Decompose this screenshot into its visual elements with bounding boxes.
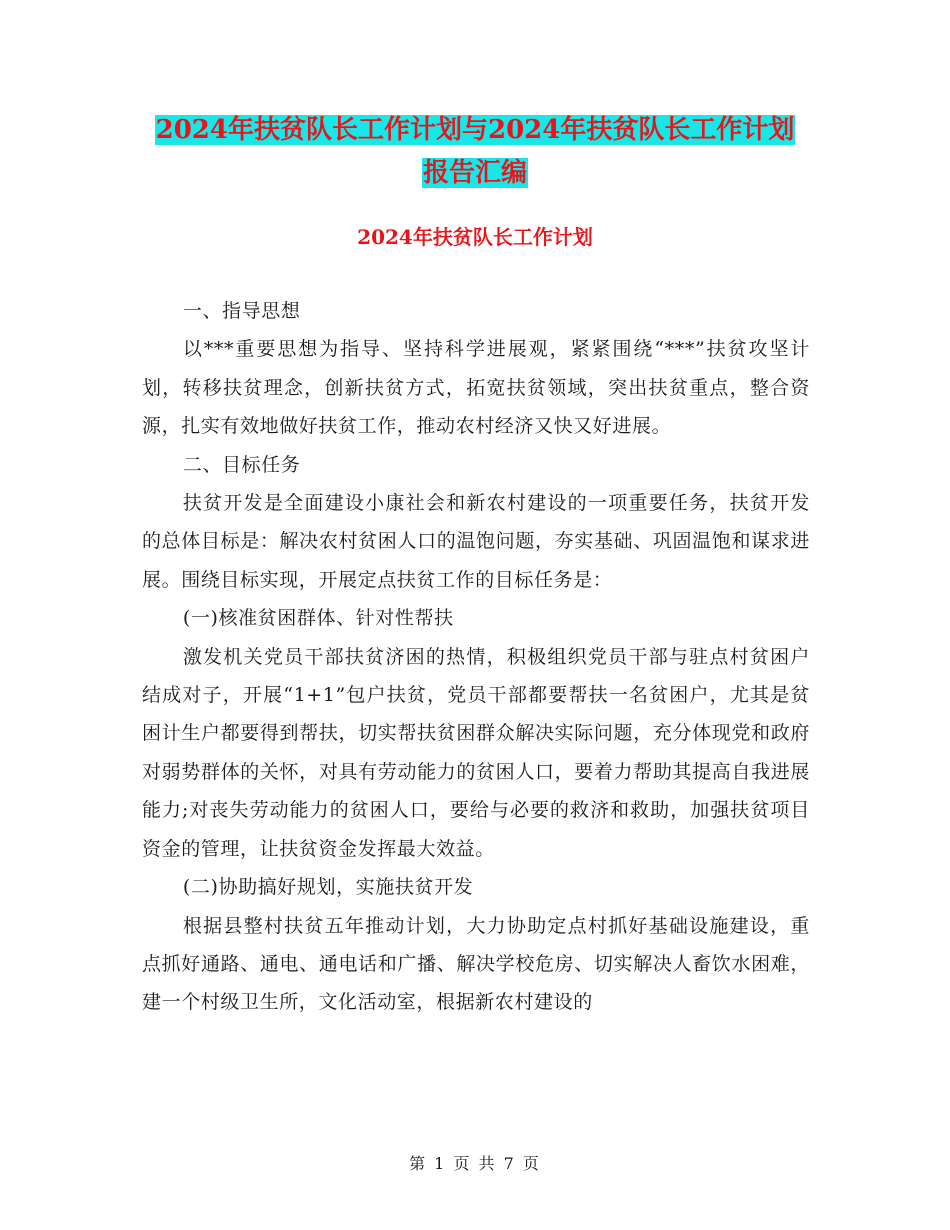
paragraph-subsection-1: 激发机关党员干部扶贫济困的热情，积极组织党员干部与驻点村贫困户结成对子，开展“1+1”包户扶贫，党员干部都要帮扶一名贫困户，尤其是贫困计生户都要得到帮扶，切实帮扶贫困群众解决实际问题，充分体现党和政府对弱势群体的关怀，对具有劳动能力的贫困人口，要着力帮助其提高自我进展能力;对丧失劳动能力的贫困人口，要给与必要的救济和救助，加强扶贫项目资金的管理，让扶贫资金发挥最大效益。 [142,645,810,860]
document-title-line-1 [0,110,950,150]
paragraph-goals-tasks: 扶贫开发是全面建设小康社会和新农村建设的一项重要任务，扶贫开发的总体目标是：解决农村贫困人口的温饱问题，夯实基础、巩固温饱和谋求进展。围绕目标实现，开展定点扶贫工作的目标任务是： [142,492,810,591]
heading-subsection-1: (一)核准贫困群体、针对性帮扶 [182,607,454,630]
title-highlight: 报告汇编 [422,158,527,188]
section-title: 2024年扶贫队长工作计划 [357,225,593,249]
paragraph-subsection-2: 根据县整村扶贫五年推动计划，大力协助定点村抓好基础设施建设，重点抓好通路、通电、通电话和广播、解决学校危房、切实解决人畜饮水困难，建一个村级卫生所，文化活动室，根据新农村建设的 [142,914,810,1014]
document-body [142,292,810,1022]
page-footer: 第 1 页 共 7 页 [409,1154,541,1173]
heading-guiding-ideology: 一、指导思想 [182,300,301,322]
heading-subsection-2: (二)协助搞好规划，实施扶贫开发 [182,876,474,899]
heading-goals-tasks: 二、目标任务 [182,453,301,476]
paragraph-guiding-ideology: 以***重要思想为指导、坚持科学进展观，紧紧围绕“***”扶贫攻坚计划，转移扶贫理念，创新扶贫方式，拓宽扶贫领域，突出扶贫重点，整合资源，扎实有效地做好扶贫工作，推动农村经济又快又好进展。 [142,338,810,438]
title-highlight: 2024年扶贫队长工作计划与2024年扶贫队长工作计划 [155,115,795,145]
document-title-line-2 [0,153,950,193]
